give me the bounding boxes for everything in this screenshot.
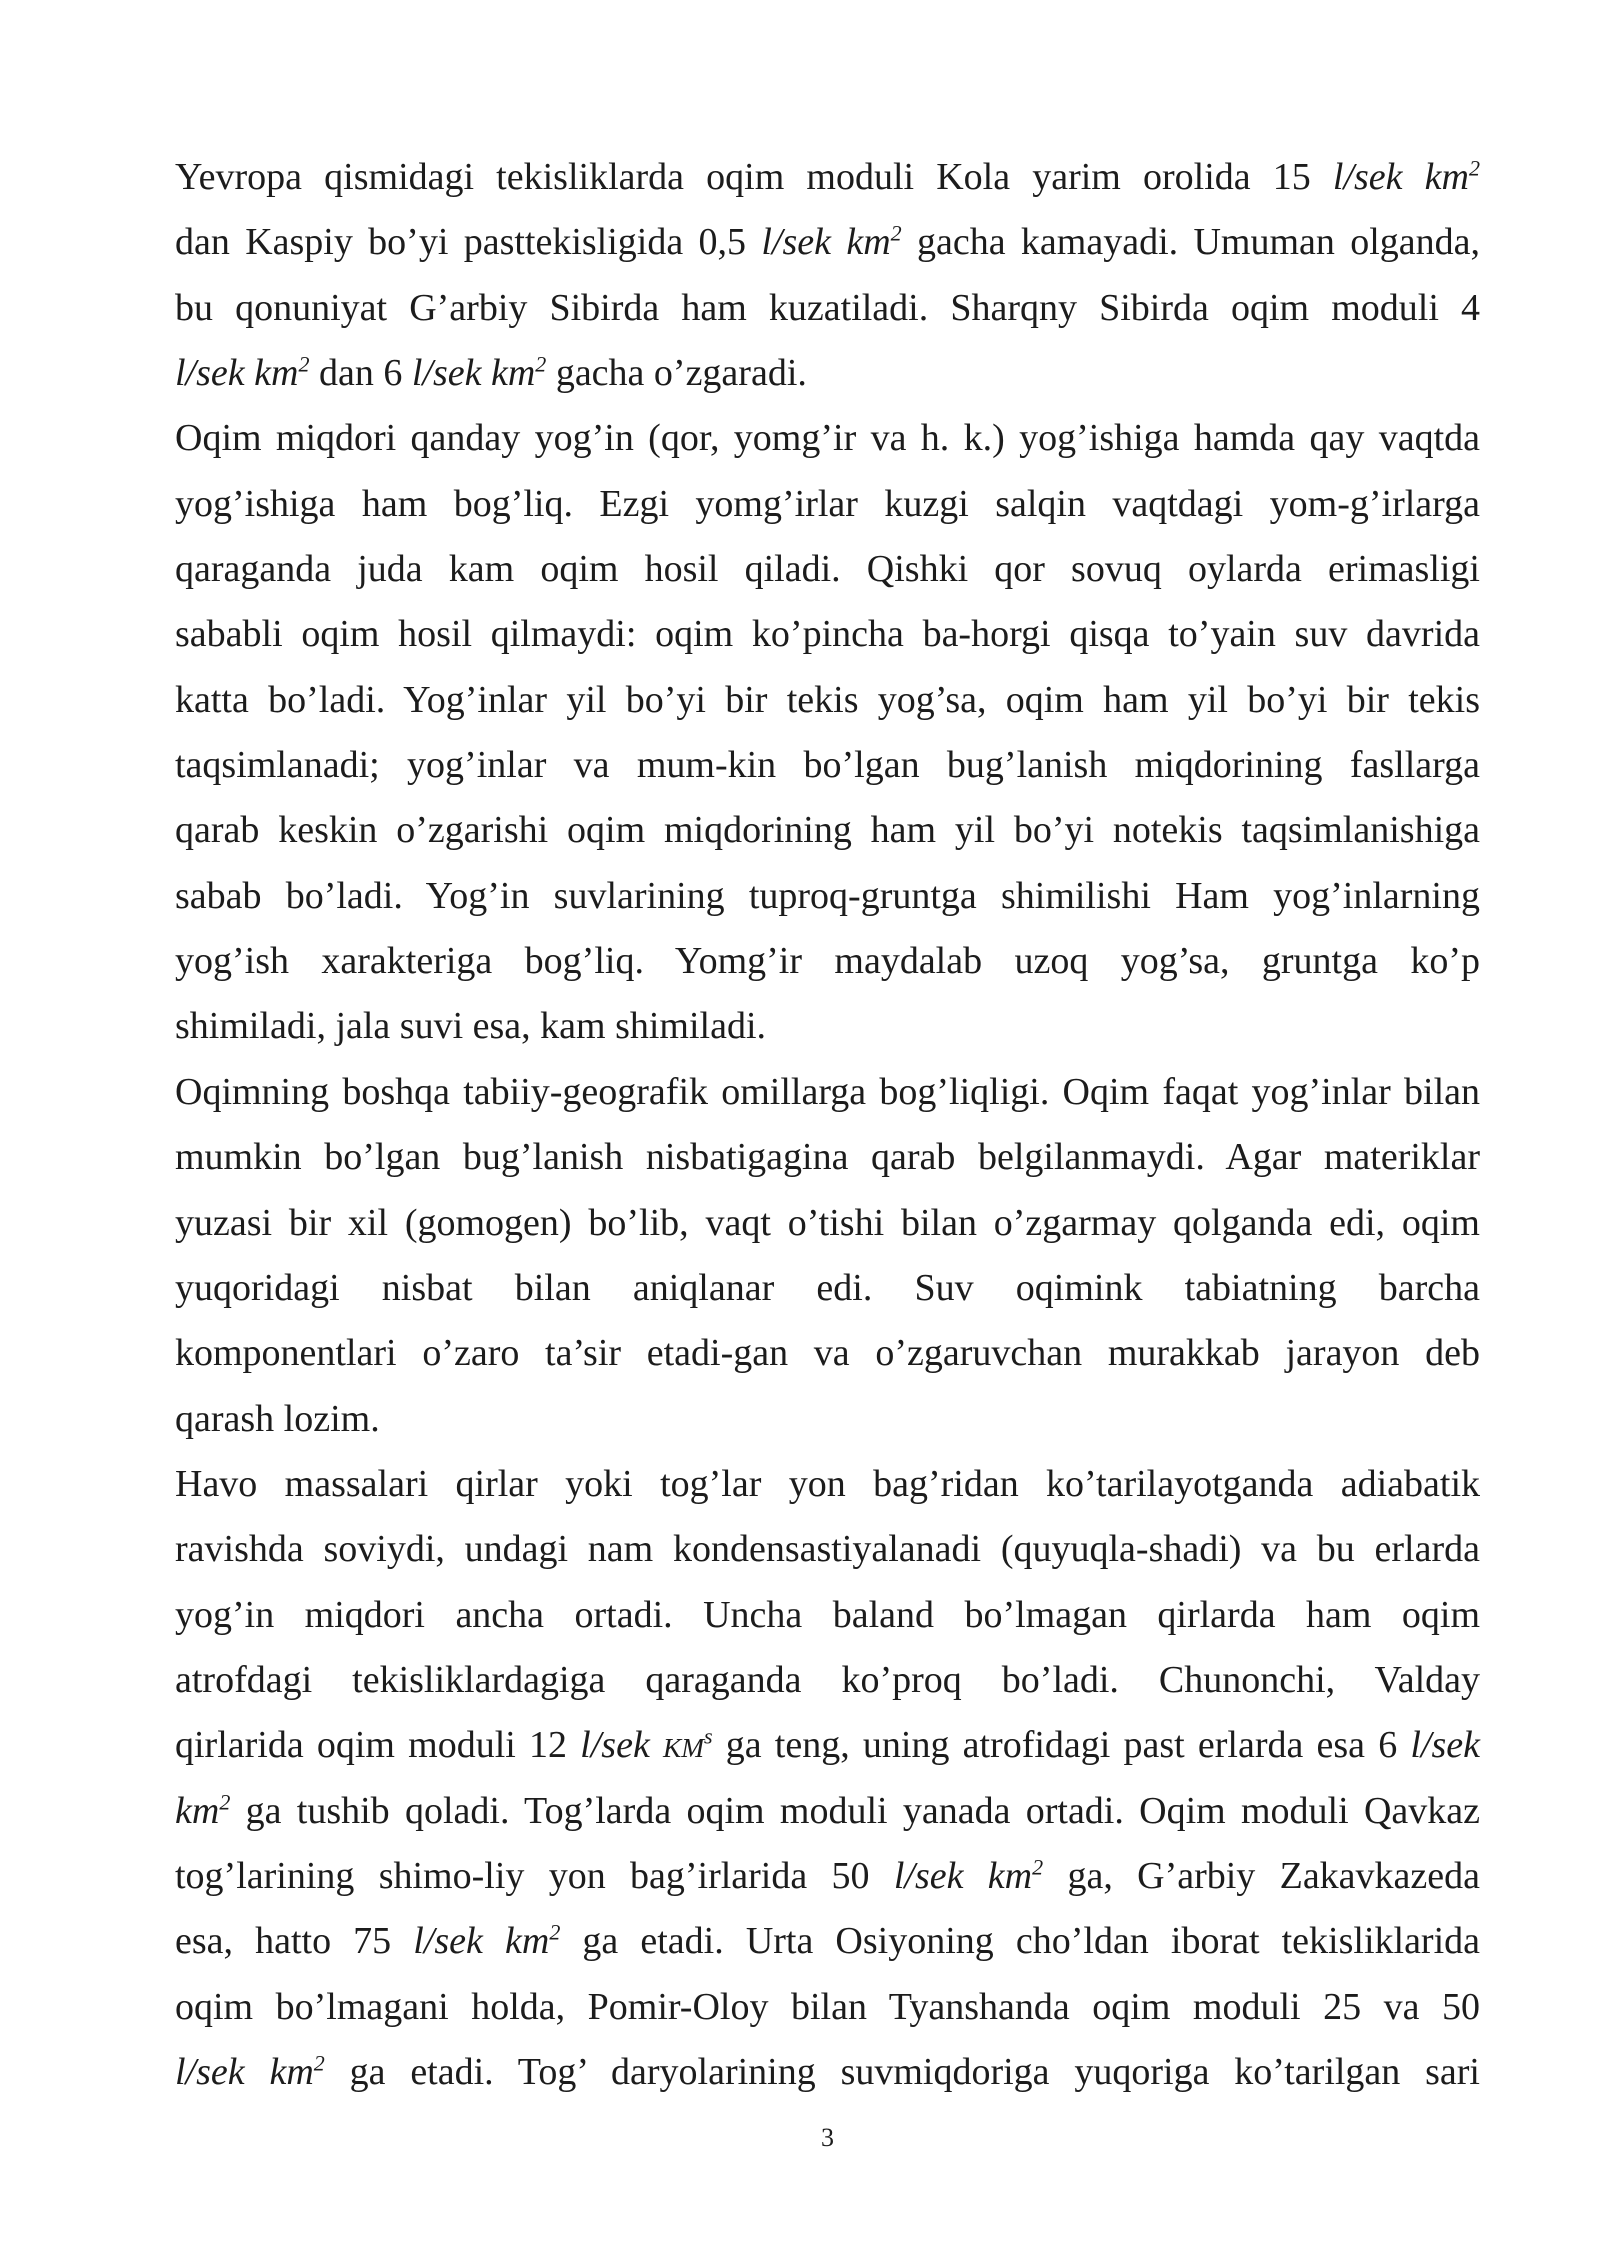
superscript: s [704,1723,713,1749]
document-body [175,145,1480,2105]
text-run: tog’larining shimo-liy yon bag’irlarida 50 [175,1854,894,1897]
unit-text: l/sek km [893,1854,1033,1897]
text-line [175,798,1480,863]
text-line [175,1452,1480,1517]
text-line [175,1125,1480,1190]
text-run: qaraganda juda kam oqim hosil qiladi. Qishki qor sovuq oylarda erimasligi [175,548,1480,591]
text-run: atrofdagi tekisliklardagiga qaraganda ko’proq bo’ladi. Chunonchi, Valday [175,1658,1480,1701]
text-run: dan Kaspiy bo’yi pasttekisligida 0,5 [175,221,762,264]
text-line [175,406,1480,471]
paragraph [175,406,1480,1059]
text-run: dan 6 [309,352,412,395]
text-line [175,1909,1480,1974]
unit-text: km [175,1789,220,1832]
text-run: qirlarida oqim moduli 12 [175,1724,581,1767]
unit-text: l/sek km [1332,156,1469,198]
text-run: yuqoridagi nisbat bilan aniqlanar edi. Suv oqimink tabiatning barcha [175,1266,1480,1309]
text-run: taqsimlanadi; yog’inlar va mum-kin bo’lgan bug’lanish miqdorining fasllarga [175,744,1480,787]
superscript: 2 [549,1919,561,1945]
text-line [175,1648,1480,1713]
text-line [175,210,1480,275]
text-line [175,1583,1480,1648]
text-line [175,472,1480,537]
text-line [175,1060,1480,1125]
text-line [175,602,1480,667]
text-run: sababli oqim hosil qilmaydi: oqim ko’pincha ba-horgi qisqa to’yain suv davrida [175,613,1480,656]
text-run: yuzasi bir xil (gomogen) bo’lib, vaqt o’tishi bilan o’zgarmay qolganda edi, oqim [175,1201,1480,1244]
unit-text: l/sek km [413,1920,550,1963]
page-number: 3 [821,2123,834,2152]
superscript: 2 [298,351,310,377]
text-run: komponentlari o’zaro ta’sir etadi-gan va o’zgaruvchan murakkab jarayon deb [175,1332,1480,1375]
superscript: 2 [313,2050,325,2076]
text-run: oqim bo’lmagani holda, Pomir-Oloy bilan Tyanshanda oqim moduli 25 va 50 [175,1985,1480,2028]
text-run: Yevropa qismidagi tekisliklarda oqim moduli Kola yarim orolida 15 [175,156,1333,198]
paragraph [175,145,1480,406]
text-line [175,1517,1480,1582]
text-run: yog’ishiga ham bog’liq. Ezgi yomg’irlar kuzgi salqin vaqtdagi yom-g’irlarga [175,482,1480,525]
text-run: esa, hatto 75 [175,1920,414,1963]
text-line [175,2040,1480,2105]
paragraph [175,1452,1480,2105]
text-run: ga etadi. Tog’ daryolarining suvmiqdoriga yuqoriga ko’tarilgan sari [324,2050,1480,2093]
unit-text: l/sek [1410,1724,1480,1767]
text-run: ga teng, uning atrofidagi past erlarda esa 6 [712,1724,1411,1767]
text-line [175,668,1480,733]
superscript: 2 [1032,1854,1044,1880]
text-run: ga etadi. Urta Osiyoning cho’ldan iborat tekisliklarida [560,1920,1481,1963]
text-run: yog’ish xarakteriga bog’liq. Yomg’ir maydalab uzoq yog’sa, gruntga ko’p [175,940,1480,983]
text-line [175,864,1480,929]
text-line [175,1713,1480,1778]
text-run: gacha kamayadi. Umuman olganda, [901,221,1480,264]
unit-text: l/sek km [175,352,299,395]
text-line [175,1779,1480,1844]
unit-text: KM [662,1733,705,1764]
text-run: sabab bo’ladi. Yog’in suvlarining tuproq-gruntga shimilishi Ham yog’inlarning [175,874,1480,917]
unit-text: l/sek km [175,2050,314,2093]
superscript: 2 [219,1788,231,1814]
text-run: katta bo’ladi. Yog’inlar yil bo’yi bir tekis yog’sa, oqim ham yil bo’yi bir tekis [175,678,1480,721]
text-run: Havo massalari qirlar yoki tog’lar yon bag’ridan ko’tarilayotganda adiabatik [175,1462,1480,1505]
text-run: mumkin bo’lgan bug’lanish nisbatigagina qarab belgilanmaydi. Agar materiklar [175,1136,1480,1179]
text-line [175,1191,1480,1256]
superscript: 2 [890,220,902,246]
text-run: bu qonuniyat G’arbiy Sibirda ham kuzatiladi. Sharqny Sibirda oqim moduli 4 [175,286,1480,329]
text-line [175,341,1480,406]
text-run: qarab keskin o’zgarishi oqim miqdorining ham yil bo’yi notekis taqsimlanishiga [175,809,1480,852]
text-line [175,1256,1480,1321]
text-run: ravishda soviydi, undagi nam kondensastiyalanadi (quyuqla-shadi) va bu erlarda [175,1528,1480,1571]
unit-text: l/sek [580,1724,663,1767]
text-line [175,1975,1480,2040]
text-run: qarash lozim. [175,1397,380,1440]
text-line [175,994,1480,1059]
text-line [175,537,1480,602]
text-run: Oqim miqdori qanday yog’in (qor, yomg’ir va h. k.) yog’ishiga hamda qay vaqtda [175,417,1480,460]
text-run: shimiladi, jala suvi esa, kam shimiladi. [175,1005,767,1048]
text-line [175,733,1480,798]
text-line [175,145,1480,210]
text-run: ga tushib qoladi. Tog’larda oqim moduli yanada ortadi. Oqim moduli Qavkaz [230,1789,1480,1832]
text-line [175,929,1480,994]
superscript: 2 [1468,155,1480,181]
text-line [175,1387,1480,1452]
unit-text: l/sek km [411,352,536,395]
text-line [175,276,1480,341]
text-line [175,1321,1480,1386]
unit-text: l/sek km [761,221,891,264]
text-run: Oqimning boshqa tabiiy-geografik omillarga bog’liqligi. Oqim faqat yog’inlar bilan [175,1070,1480,1113]
text-run: ga, G’arbiy Zakavkazeda [1043,1854,1481,1897]
superscript: 2 [535,351,547,377]
text-run: gacha o’zgaradi. [546,352,807,395]
text-run: yog’in miqdori ancha ortadi. Uncha baland bo’lmagan qirlarda ham oqim [175,1593,1480,1636]
text-line [175,1844,1480,1909]
paragraph [175,1060,1480,1452]
